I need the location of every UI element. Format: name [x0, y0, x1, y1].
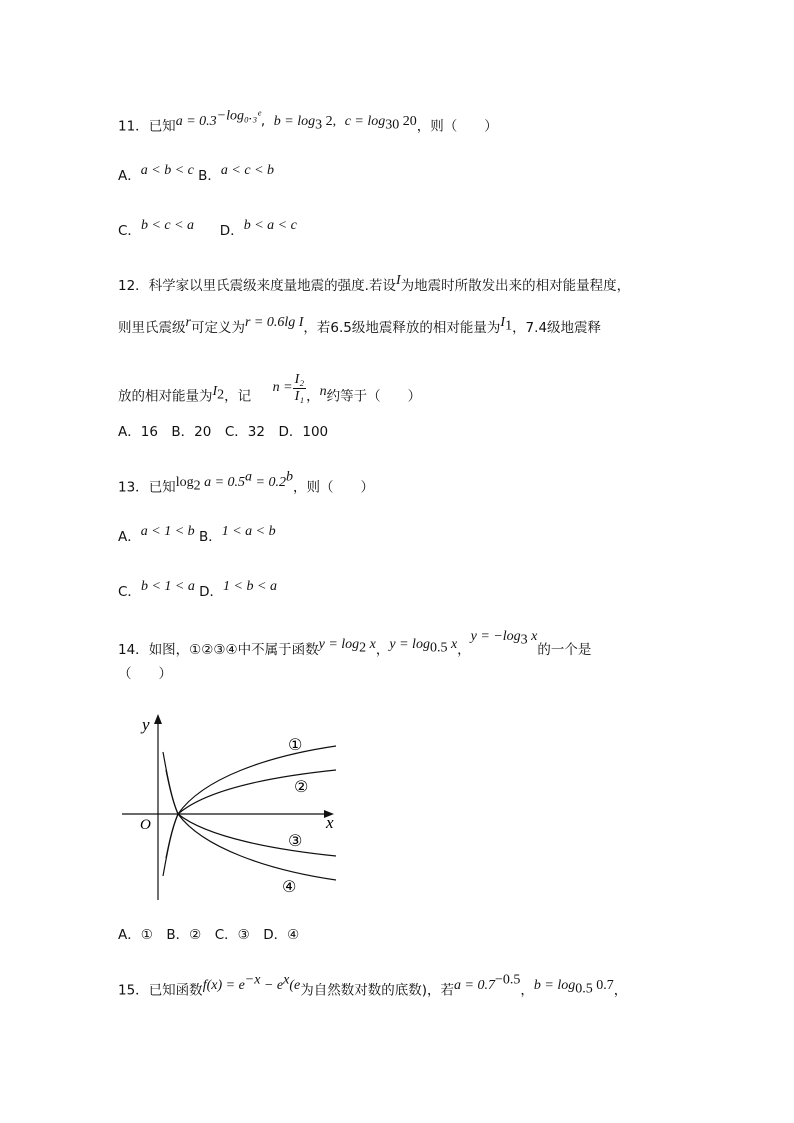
q13-stem: 13．已知$\log_2 a = 0.5^a = 0.2^b$，则（ ） — [118, 469, 374, 496]
q11-formula: $a = 0.3^{-log_0._3ᵉ}$, $b = \log_3 2$, $c = \log_{30} 20$ — [175, 108, 417, 133]
q13-options-row1 — [118, 524, 276, 548]
q13-formula: $\log_2 a = 0.5^a = 0.2^b$ — [175, 469, 293, 494]
q11-option-a[interactable]: A．a < b < c — [118, 163, 194, 184]
q12-line1: 12．科学家以里氏震级来度量地震的强度.若设I为地震时所散发出来的相对能量程度， — [118, 273, 631, 294]
curve-1-label: ① — [288, 735, 303, 754]
q12-line2: 则里氏震级r可定义为r = 0.6lg I，若6.5级地震释放的相对能量为$I_1$，7.4级地震释 — [118, 315, 602, 336]
q11-number: 11． — [118, 118, 149, 135]
curve-1 — [163, 746, 336, 876]
y-axis-label: y — [142, 715, 150, 734]
q13-option-b[interactable]: B．1 < a < b — [198, 524, 276, 545]
q14-figure — [118, 708, 358, 906]
origin-label: O — [140, 817, 151, 833]
q12-line3: 放的相对能量为$I_2$，记 n = $\frac{\text{I₂}}{\text{I₁}}$ ，n约等于（ ） — [118, 372, 422, 405]
q12-fraction: $\frac{\text{I₂}}{\text{I₁}}$ — [294, 372, 305, 404]
curve-4-label: ④ — [282, 877, 297, 896]
q11-option-d[interactable]: D．b < a < c — [219, 218, 297, 239]
x-axis-label: x — [326, 813, 334, 832]
q11-option-b[interactable]: B．a < c < b — [198, 163, 275, 184]
q11-suffix: ，则（ ） — [416, 118, 498, 135]
y-axis-arrow-icon — [154, 714, 162, 724]
q11-options-row1 — [118, 163, 275, 187]
q11-stem — [118, 108, 498, 141]
q15-stem: 15．已知函数$f(x) = e^{-x} - e^x(e$为自然数对数的底数)，若$a = 0.7^{-0.5}$，$b = \log_{0.5} 0.7$， — [118, 972, 628, 999]
q11-options-row2 — [118, 218, 297, 242]
curve-4 — [163, 752, 336, 880]
curve-3-label: ③ — [288, 831, 303, 850]
q14-number: 14． — [118, 642, 149, 658]
q13-option-a[interactable]: A．a < 1 < b — [118, 524, 195, 545]
q14-options[interactable]: A．① B．② C．③ D．④ — [118, 927, 300, 943]
curve-2-label: ② — [294, 777, 309, 796]
q14-stem: 14．如图，①②③④中不属于函数$y = \log_2 x$，$y = \log_{0.5} x$，$y = -\log_3$ x的一个是 — [118, 629, 592, 658]
q13-number: 13． — [118, 479, 149, 496]
q12-number: 12． — [118, 278, 149, 294]
q13-options-row2 — [118, 579, 277, 603]
q13-option-d[interactable]: D．1 < b < a — [199, 579, 277, 600]
q14-paren: （ ） — [118, 666, 172, 682]
q11-prefix: 已知 — [148, 118, 176, 135]
q13-option-c[interactable]: C．b < 1 < a — [118, 579, 195, 600]
q15-number: 15． — [118, 982, 149, 999]
q11-option-c[interactable]: C．b < c < a — [118, 218, 195, 239]
q12-options[interactable]: A．16 B．20 C．32 D．100 — [118, 424, 329, 440]
